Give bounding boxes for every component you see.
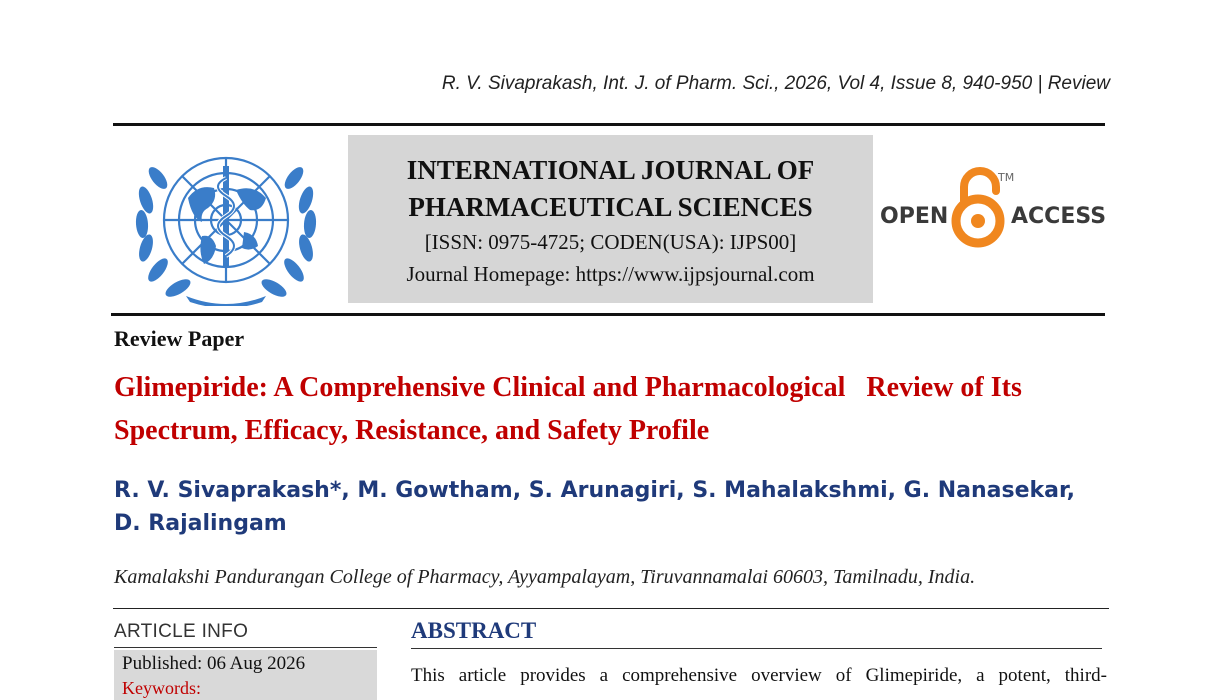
abstract-text: This article provides a comprehensive overview of Glimepiride, a potent, third-: [411, 665, 1107, 686]
open-access-lock-icon: [880, 165, 1108, 251]
paper-title: Glimepiride: A Comprehensive Clinical and Pharmacological Review of Its Spectrum, Efficacy, Resistance, and Safety Profile: [114, 372, 1029, 446]
journal-homepage[interactable]: Journal Homepage: https://www.ijpsjournal.com: [406, 262, 815, 286]
journal-issn: [ISSN: 0975-4725; CODEN(USA): IJPS00]: [424, 230, 797, 254]
running-header: R. V. Sivaprakash, Int. J. of Pharm. Sci., 2026, Vol 4, Issue 8, 940-950 | Review: [441, 73, 1110, 94]
keywords-label: Keywords:: [122, 678, 201, 698]
article-info-label: ARTICLE INFO: [114, 621, 249, 642]
paper-type: Review Paper: [114, 326, 245, 351]
journal-title: [348, 152, 873, 226]
header-rule-top: [113, 123, 1105, 126]
abstract-rule: [411, 648, 1102, 649]
open-access-trademark: TM: [998, 171, 1015, 184]
journal-title-line2: PHARMACEUTICAL SCIENCES: [408, 192, 813, 222]
header-rule-bottom: [111, 313, 1105, 316]
section-divider: [113, 608, 1109, 609]
author-list: R. V. Sivaprakash*, M. Gowtham, S. Arunagiri, S. Mahalakshmi, G. Nanasekar, D. Rajalingam: [114, 478, 1075, 536]
abstract-heading: ABSTRACT: [411, 618, 537, 643]
journal-masthead: [348, 135, 873, 303]
open-access-right-text: ACCESS: [1011, 204, 1107, 229]
published-date: Published: 06 Aug 2026: [122, 653, 306, 674]
article-info-rule: [114, 647, 377, 648]
un-emblem-icon: [126, 138, 326, 306]
open-access-left-text: OPEN: [880, 204, 949, 229]
open-access-lock-shape: [956, 171, 1000, 243]
affiliation: Kamalakshi Pandurangan College of Pharmacy, Ayyampalayam, Tiruvannamalai 60603, Tamilnadu, India.: [114, 566, 976, 588]
journal-title-line1: INTERNATIONAL JOURNAL OF: [406, 155, 815, 185]
